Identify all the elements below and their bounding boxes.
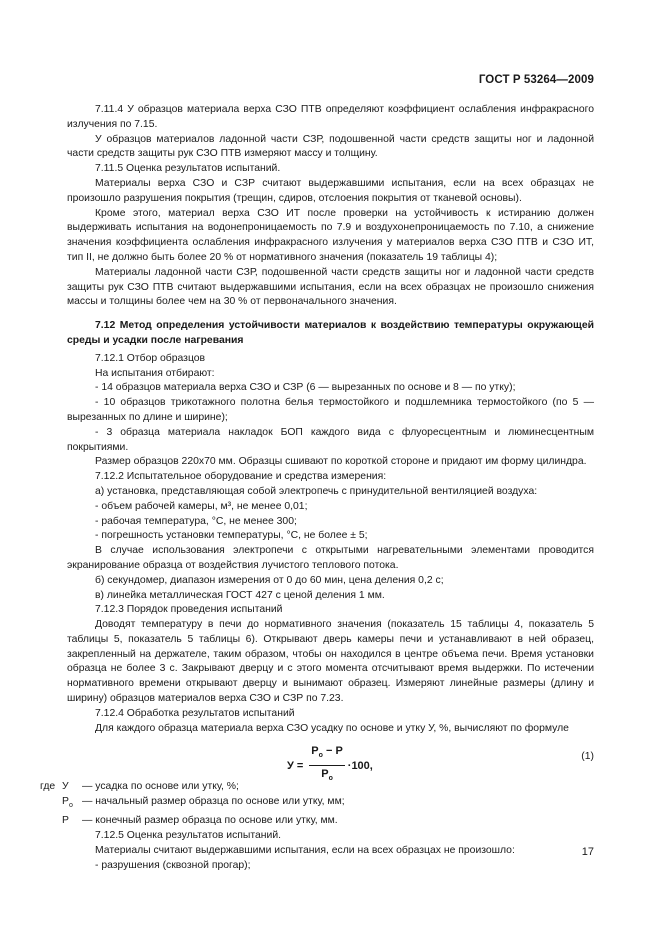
document-body bbox=[40, 103, 594, 873]
paragraph: Материалы считают выдержавшими испытания, если на всех образцах не произошло: bbox=[95, 844, 515, 856]
list-item: б) секундомер, диапазон измерения от 0 до 60 мин, цена деления 0,2 с; bbox=[95, 574, 444, 586]
paragraph: 7.12.1 Отбор образцов bbox=[95, 352, 206, 364]
list-item: - 3 образца материала накладок БОП каждого вида с флуоресцентным и люминесцентным покрытиями. bbox=[67, 426, 594, 453]
list-item: - объем рабочей камеры, м³, не менее 0,01; bbox=[95, 500, 308, 512]
list-item: - 14 образцов материала верха СЗО и СЗР (6 — вырезанных по основе и 8 — по утку); bbox=[95, 382, 516, 394]
denominator-symbol: P bbox=[321, 768, 329, 781]
formula-denominator bbox=[321, 766, 333, 787]
where-row bbox=[40, 795, 594, 814]
formula-fraction bbox=[309, 744, 345, 787]
formula-multiplier: ·100, bbox=[347, 759, 373, 772]
paragraph: 7.12.5 Оценка результатов испытаний. bbox=[95, 829, 282, 841]
formula-lhs: У bbox=[287, 759, 294, 772]
where-text: — усадка по основе или утку, %; bbox=[82, 781, 239, 793]
where-block bbox=[40, 780, 594, 828]
paragraph: В случае использования электропечи с открытыми нагревательными элементами проводится экранирование образца от воздействия лучистого теплового потока. bbox=[67, 545, 594, 571]
section-title: 7.12 Метод определения устойчивости материалов к воздействию температуры окружающей среды и усадки после нагревания bbox=[67, 320, 594, 346]
paragraph: Для каждого образца материала верха СЗО усадку по основе и утку У, %, вычисляют по формуле bbox=[95, 722, 569, 734]
paragraph: Материалы верха СЗО и СЗР считают выдержавшими испытания, если на всех образцах не произошло разрушения покрытия (трещин, сдиров, отслоения покрытия от тканевой основы). bbox=[67, 177, 594, 204]
formula-equals: = bbox=[296, 759, 304, 772]
where-row bbox=[40, 814, 594, 829]
paragraph: Материалы ладонной части СЗР, подошвенной части средств защиты ног и ладонной части средств защиты рук СЗО ПТВ считают выдержавшими испытания, если на всех образцах не произошло снижения массы и толщины более чем на 30 % от первоначального значения. bbox=[67, 266, 594, 308]
paragraph: Кроме этого, материал верха СЗО ИТ после проверки на устойчивость к истиранию должен выдерживать испытания на водонепроницаемость по 7.9 и воздухонепроницаемость по 7.10, а снижение значения коэффициента ослабления инфракрасного излучения у материалов верха СЗО ПТВ и СЗО ИТ, тип II, не должно быть более 20 % от нормативного значения (показатель 19 таблицы 4); bbox=[67, 207, 594, 263]
paragraph: Доводят температуру в печи до нормативного значения (показатель 15 таблицы 4, показатель 5 таблицы 5, показатель 5 таблицы 6). Открывают дверь камеры печи и устанавливают в ней образец, закрепленный на держателе, таким образом, чтобы он находился в центре объема печи. Время установки образца не более 3 с. Закрывают дверцу и с этого момента отсчитывают время выдержки. По истечении нормативного времени открывают дверцу и вынимают образец. Измеряют линейные размеры (длину и ширину) образцов материалов верха СЗО и СЗР по 7.23. bbox=[67, 619, 594, 705]
where-symbol bbox=[62, 795, 82, 814]
paragraph: 7.12.2 Испытательное оборудование и средства измерения: bbox=[95, 471, 387, 483]
paragraph: 7.12.3 Порядок проведения испытаний bbox=[95, 604, 283, 616]
list-item: - разрушения (сквозной прогар); bbox=[95, 859, 251, 871]
denominator-subscript: o bbox=[328, 775, 333, 783]
list-item: - 10 образцов трикотажного полотна белья термостойкого и подшлемника термостойкого (по 5 — вырезанных по длине и ширине); bbox=[67, 397, 594, 423]
paragraph: У образцов материалов ладонной части СЗР, подошвенной части средств защиты ног и ладонной части средств защиты рук СЗО ПТВ измеряют массу и толщину. bbox=[67, 133, 594, 160]
list-item: - погрешность установки температуры, °С, не более ± 5; bbox=[95, 530, 368, 542]
list-item: - рабочая температура, °С, не менее 300; bbox=[95, 515, 297, 527]
paragraph: 7.11.4 У образцов материала верха СЗО ПТВ определяют коэффициент ослабления инфракрасного излучения по 7.15. bbox=[67, 104, 594, 130]
document-header: ГОСТ Р 53264—2009 bbox=[478, 74, 594, 86]
where-symbol-sub: o bbox=[68, 802, 73, 810]
where-lead: где bbox=[40, 781, 56, 793]
shrinkage-formula bbox=[287, 744, 373, 787]
numerator-subscript: o bbox=[318, 752, 323, 760]
formula-block bbox=[67, 738, 594, 783]
numerator-symbol: P bbox=[311, 745, 319, 758]
paragraph: 7.11.5 Оценка результатов испытаний. bbox=[95, 163, 281, 175]
equation-number: (1) bbox=[581, 751, 594, 763]
formula-numerator bbox=[309, 744, 345, 766]
list-item: а) установка, представляющая собой электропечь с принудительной вентиляцией воздуха: bbox=[95, 485, 538, 497]
where-symbol: P bbox=[62, 815, 69, 827]
paragraph: На испытания отбирают: bbox=[95, 367, 215, 379]
paragraph: Размер образцов 220х70 мм. Образцы сшивают по короткой стороне и придают им форму цилиндра. bbox=[95, 456, 587, 468]
numerator-rest: − P bbox=[322, 745, 343, 758]
where-text: — начальный размер образца по основе или утку, мм; bbox=[82, 796, 345, 808]
list-item: в) линейка металлическая ГОСТ 427 с ценой деления 1 мм. bbox=[95, 589, 385, 601]
where-symbol: У bbox=[62, 781, 69, 793]
paragraph: 7.12.4 Обработка результатов испытаний bbox=[95, 707, 295, 719]
where-symbol-main: P bbox=[62, 796, 69, 808]
page-number: 17 bbox=[581, 846, 594, 858]
where-text: — конечный размер образца по основе или утку, мм. bbox=[82, 815, 338, 827]
